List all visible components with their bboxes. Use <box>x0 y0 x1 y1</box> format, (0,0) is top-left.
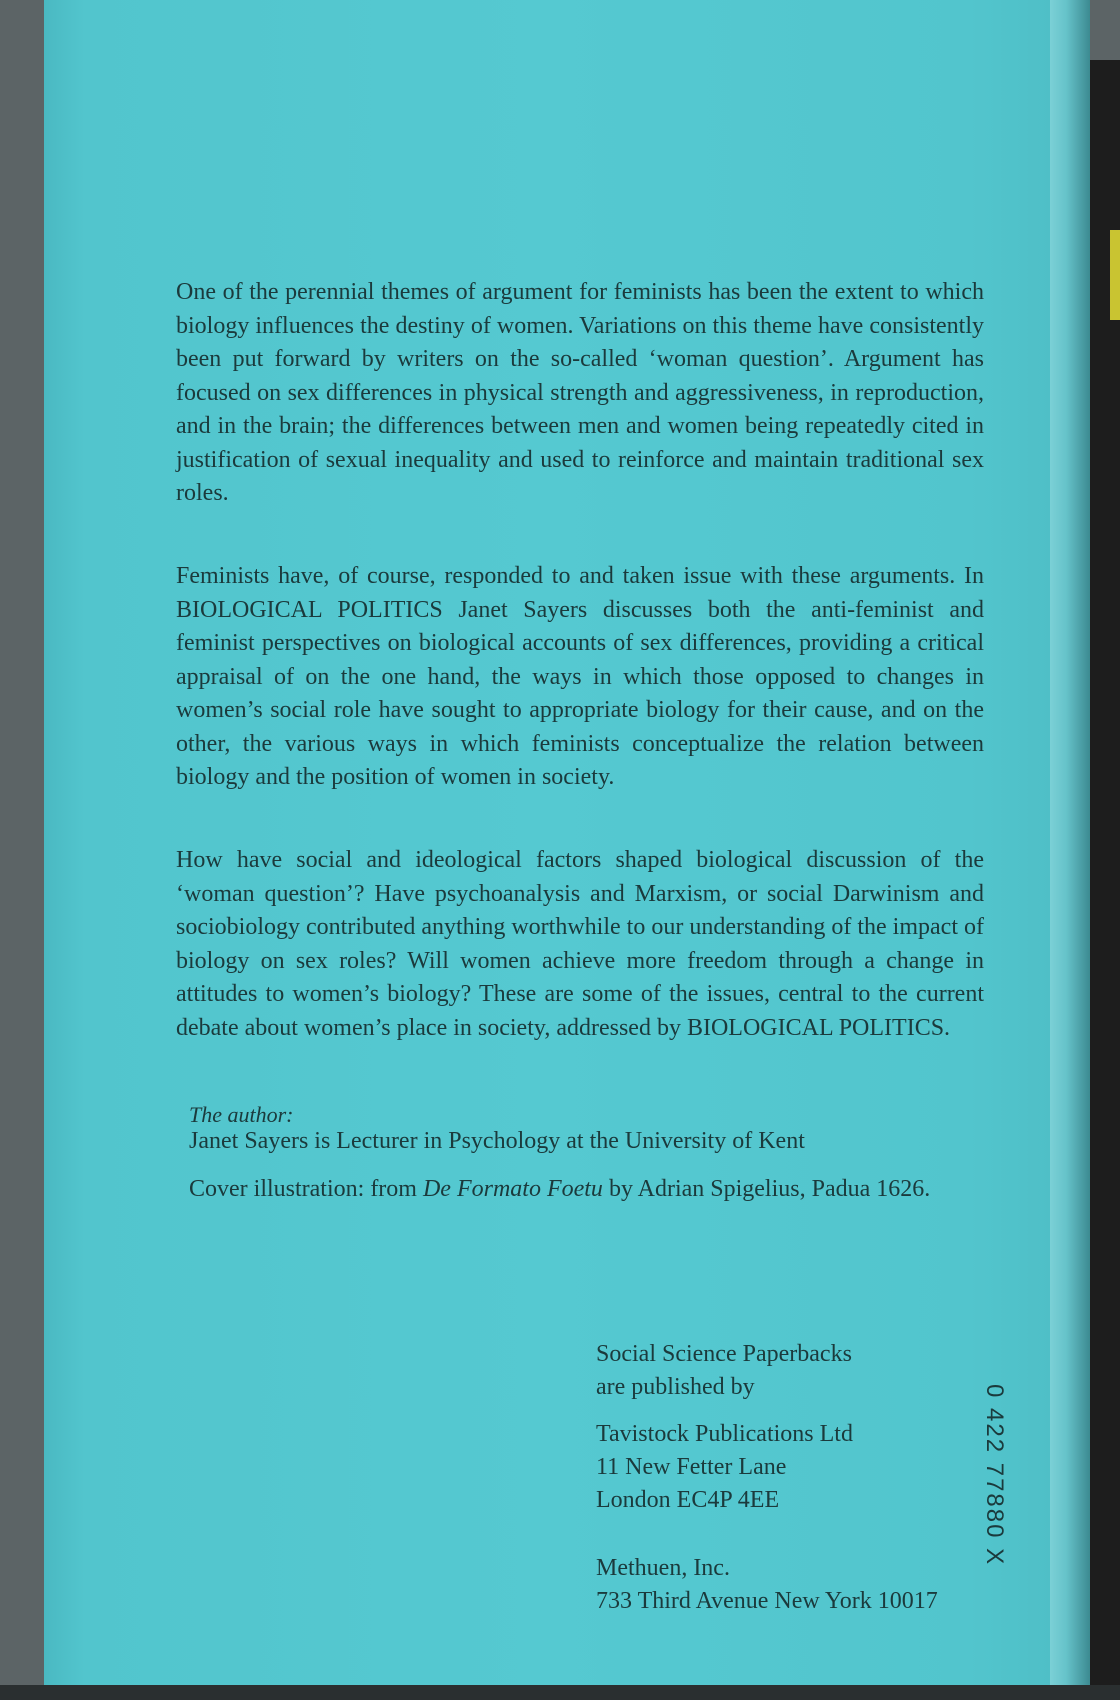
blurb-paragraph-2: Feminists have, of course, responded to and taken issue with these arguments. In BIOLOGICAL POLITICS Janet Sayers discusses both the anti-feminist and feminist perspectives on biological accounts of sex differences, providing a critical appraisal of on the one hand, the ways in which those opposed to changes in women’s social role have sought to appropriate biology for their cause, and on the other, the various ways in which feminists conceptualize the relation between biology and the position of women in society. <box>176 563 984 790</box>
adjacent-book-label <box>1110 230 1120 320</box>
uk-publisher-name: Tavistock Publications Ltd <box>596 1421 853 1447</box>
blurb-paragraph-3: How have social and ideological factors shaped biological discussion of the ‘woman question’? Have psychoanalysis and Marxism, or social Darwinism and sociobiology contributed anything worthwhile to our understanding of the impact of biology on sex roles? Will women achieve more freedom through a change in attitudes to women’s biology? These are some of the issues, central to the current debate about women’s place in society, addressed by BIOLOGICAL POLITICS. <box>176 847 984 1041</box>
us-publisher-address <box>596 1552 938 1618</box>
uk-publisher-street: 11 New Fetter Lane <box>596 1454 787 1480</box>
cover-credit-suffix: by Adrian Spigelius, Padua 1626. <box>602 1176 931 1202</box>
book-spine <box>1050 0 1090 1700</box>
cover-credit <box>189 1172 989 1206</box>
series-line-1: Social Science Paperbacks <box>596 1341 852 1367</box>
cover-credit-prefix: Cover illustration: from <box>189 1176 423 1202</box>
blurb-paragraph-1: One of the perennial themes of argument for feminists has been the extent to which biology influences the destiny of women. Variations on this theme have consistently been put forward by writers on the so-called ‘woman question’. Argument has focused on sex differences in physical strength and aggressiveness, in reproduction, and in the brain; the differences between men and women being repeatedly cited in justification of sexual inequality and used to reinforce and maintain traditional sex roles. <box>176 279 984 506</box>
us-publisher-name: Methuen, Inc. <box>596 1555 730 1581</box>
uk-publisher-city: London EC4P 4EE <box>596 1487 780 1513</box>
author-heading: The author: <box>189 1102 294 1127</box>
bottom-shadow <box>0 1685 1120 1700</box>
series-line-2: are published by <box>596 1374 755 1400</box>
cover-credit-work-title: De Formato Foetu <box>422 1176 603 1202</box>
uk-publisher-address <box>596 1418 853 1517</box>
series-statement <box>596 1338 852 1404</box>
author-bio: Janet Sayers is Lecturer in Psychology at the University of Kent <box>189 1128 805 1154</box>
isbn-number <box>980 1384 1008 1444</box>
us-publisher-street: 733 Third Avenue New York 10017 <box>596 1588 938 1614</box>
